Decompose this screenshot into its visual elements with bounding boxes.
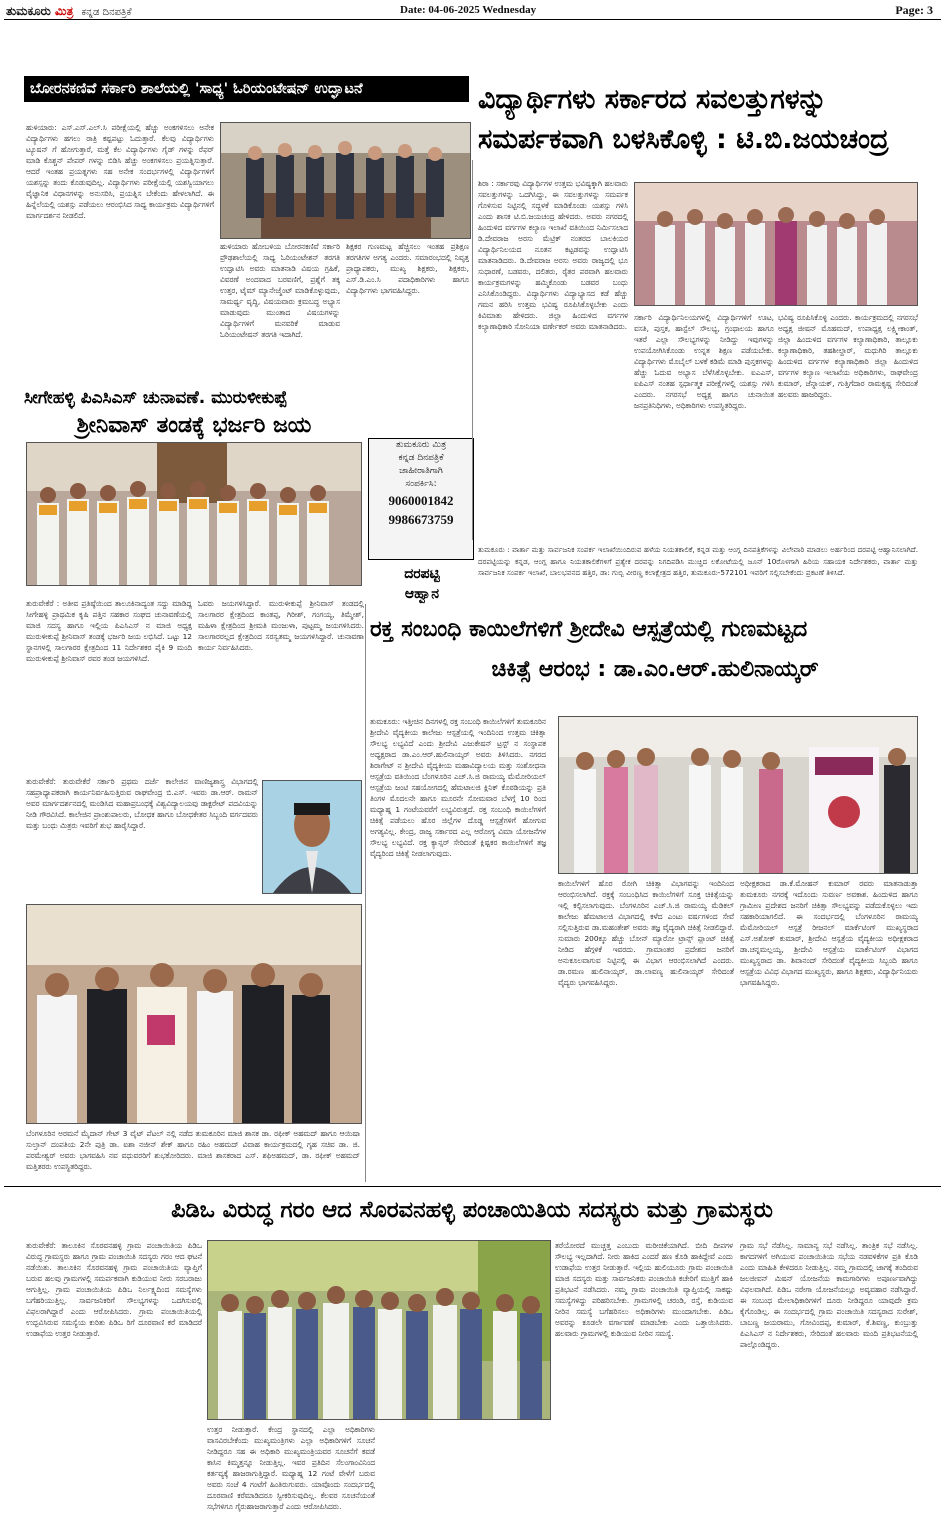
article6-photo (207, 1240, 551, 1420)
section-divider (4, 1186, 941, 1187)
article1-photo (220, 122, 471, 239)
tender-notice-body: ತುಮಕೂರು : ವಾರ್ತಾ ಮತ್ತು ಸಾರ್ವಜನಿಕ ಸಂಪರ್ಕ ಇಲಾಖೆಯಿಂದಿರುವ ಹಳೆಯ ನಿಯತಕಾಲಿಕೆ, ಕನ್ನಡ ಮತ್ತು ಆಂಗ್ಲ ದಿನಪತ್ರಿಕೆಗಳನ್ನು ವಿಲೇವಾರಿ ಮಾಡಲು ಅರ್ಹರಿಂದ ದರಪಟ್ಟಿ ಆಹ್ವಾನಿಸಲಾಗಿದೆ. ದರಪಟ್ಟಿಯನ್ನು ಕನ್ನಡ, ಆಂಗ್ಲ ಹಾಗೂ ನಿಯತಕಾಲಿಕೆಗಳಿಗೆ ಪ್ರತ್ಯೇಕ ದರವನ್ನು ನಿಗದಿಪಡಿಸಿ ಮುಚ್ಚಿದ ಲಕೋಟೆಯಲ್ಲಿ ಜೂನ್ 10ರೊಳಗಾಗಿ ಹಿರಿಯ ಸಹಾಯಕ ನಿರ್ದೇಶಕರು, ವಾರ್ತಾ ಮತ್ತು ಸಾರ್ವಜನಿಕ ಸಂಪರ್ಕ ಇಲಾಖೆ, ಬಾಲಭವನದ ಹತ್ತಿರ, ಡಾ: ಗುಬ್ಬಿ ವೀರಣ್ಣ ಕಲಾಕ್ಷೇತ್ರದ ಹತ್ತಿರ, ತುಮಕೂರು-572101 ಇವರಿಗೆ ಸಲ್ಲಿಸಬೇಕೆಂದು ಪ್ರಕಟಣೆ ತಿಳಿಸಿದೆ. (478, 545, 918, 577)
article2-headline: ವಿದ್ಯಾರ್ಥಿಗಳು ಸರ್ಕಾರದ ಸವಲತ್ತುಗಳನ್ನು ಸಮರ್ಪಕವಾಗಿ ಬಳಸಿಕೊಳ್ಳಿ : ಟಿ.ಬಿ.ಜಯಚಂದ್ರ (478, 84, 889, 155)
article5-body-col2: ಕಾಯಿಲೆಗಳಿಗೆ ಹೊರ ರೋಗಿ ಚಿಕಿತ್ಸಾ ವಿಭಾಗವನ್ನು ಇಂದಿನಿಂದ ಆರಂಭಿಸಲಾಗಿದೆ. ರಕ್ತಕ್ಕೆ ಸಂಬಂಧಿಸಿದ ಕಾಯಿಲೆಗಳಿಗೆ ಸೂಕ್ತ ಚಿಕಿತ್ಸೆಯನ್ನು ಇಲ್ಲಿ ಕಲ್ಪಿಸಲಾಗುವುದು. ಬೆಂಗಳೂರಿನ ಎಚ್.ಸಿ.ಜಿ ರಾಮಯ್ಯ ಮೆಡಿಕಲ್ ಕಾಲೇಜು ಹೆಮಟಾಲಜಿ ವಿಭಾಗದಲ್ಲಿ ಕಳೆದ ಎಂಟು ವರ್ಷಗಳಿಂದ ಸೇವೆ ಸಲ್ಲಿಸುತ್ತಿರುವ ಡಾ.ಮಹಂತೇಶ್ ಅವರು ತಜ್ಞ ವೈದ್ಯರಾಗಿ ಚಿಕಿತ್ಸೆ ನೀಡಲಿದ್ದಾರೆ. ಸುಮಾರು 200ಕ್ಕೂ ಹೆಚ್ಚು ಬೋನ್ ಮ್ಯಾರೋ ಟ್ರಾನ್ಸ್ ಪ್ಲಾಂಟ್ ಚಿಕಿತ್ಸೆ ನೀಡಿದ ಹೆಗ್ಗಳಿಕೆ ಇವರದು. ಗ್ರಾಮಾಂತರ ಪ್ರದೇಶದ ಜನರಿಗೆ ಅನುಕೂಲವಾಗುವ ನಿಟ್ಟಿನಲ್ಲಿ ಈ ವಿಭಾಗ ಆರಂಭಿಸಲಾಗಿದೆ ಎಂದರು. ಡಾ.ರಮಣ ಹುಲಿನಾಯ್ಕರ್, ಡಾ.ಲಾವಣ್ಯ ಹುಲಿನಾಯ್ಕರ್ ಸೇರಿದಂತೆ ವೈದ್ಯರು ಭಾಗವಹಿಸಿದ್ದರು. (558, 879, 734, 987)
masthead-divider (4, 19, 941, 20)
article3-body-col2: ಓವರು ಜಯಗಳಿಸಿದ್ದಾರೆ. ಮುರುಳೀಕುಪ್ಪೆ ಶ್ರೀನಿವಾಸ್ ತಂಡದಲ್ಲಿ ಸಾಲಗಾರರ ಕ್ಷೇತ್ರದಿಂದ ಕಾಂತಪ್ಪ, ಗಿರೀಶ್, ಗಂಗಯ್ಯ, ತಿಮ್ಮೇಶ್, ಮಹಿಳಾ ಕ್ಷೇತ್ರದಿಂದ ಶ್ರೀಮತಿ ಮಂಜುಳಾ, ಪುಟ್ಟಮ್ಮ ಜಯಗಳಿಸಿದರು. ಸಾಲಗಾರರಲ್ಲದ ಕ್ಷೇತ್ರದಿಂದ ಸರಸ್ವತಮ್ಮ ಜಯಗಳಿಸಿದ್ದಾರೆ. ಚುನಾವಣಾ ಕಾರ್ಯ ನಿರ್ವಹಿಸಿದರು. (198, 599, 364, 652)
article2-body: ಶಿರಾ : ಸರ್ಕಾರವು ವಿದ್ಯಾರ್ಥಿಗಳ ಉತ್ತಮ ಭವಿಷ್ಯಕ್ಕಾಗಿ ಹಲವಾರು ಸವಲತ್ತುಗಳನ್ನು ಒದಗಿಸಿದ್ದು, ಈ ಸವಲತ್ತುಗಳನ್ನು ಸಮರ್ಪಕ ಗೊಳಿಸುವ ನಿಟ್ಟಿನಲ್ಲಿ ಸದ್ಬಳಕೆ ಮಾಡಿಕೊಂಡು ಯಶಸ್ಸು ಗಳಿಸಿ ಎಂದು ಶಾಸಕ ಟಿ.ಬಿ.ಜಯಚಂದ್ರ ಹೇಳಿದರು. ಅವರು ನಗರದಲ್ಲಿ ಹಿಂದುಳಿದ ವರ್ಗಗಳ ಕಲ್ಯಾಣ ಇಲಾಖೆ ವತಿಯಿಂದ ನಿರ್ಮಿಸಲಾದ ಡಿ.ದೇವರಾಜ ಅರಸು ಮೆಟ್ರಿಕ್ ನಂತರದ ಬಾಲಕಿಯರ ವಿದ್ಯಾರ್ಥಿನಿಲಯದ ನೂತನ ಕಟ್ಟಡವನ್ನು ಉದ್ಘಾಟಿಸಿ ಮಾತನಾಡಿದರು. ಡಿ.ದೇವರಾಜ ಅರಸು ಅವರು ರಾಜ್ಯದಲ್ಲಿ ಭೂ ಸುಧಾರಣೆ, ಬಡವರು, ದಲಿತರು, ರೈತರ ಪರವಾಗಿ ಹಲವಾರು ಕಾರ್ಯಕ್ರಮಗಳನ್ನು ಹಮ್ಮಿಕೊಂಡು ಬಡವರ ಬಂಧು ಎನಿಸಿಕೊಂಡಿದ್ದರು. ವಿದ್ಯಾರ್ಥಿಗಳು ವಿದ್ಯಾಭ್ಯಾಸದ ಕಡೆ ಹೆಚ್ಚು ಗಮನ ಹರಿಸಿ ಉತ್ತಮ ಭವಿಷ್ಯ ರೂಪಿಸಿಕೊಳ್ಳಬೇಕು ಎಂದು ಕಿವಿಮಾತು ಹೇಳಿದರು. ಜಿಲ್ಲಾ ಹಿಂದುಳಿದ ವರ್ಗಗಳ ಕಲ್ಯಾಣಾಧಿಕಾರಿ ಸೋನಿಯಾ ವರ್ಣೇಕರ್ ಅವರು ಮಾತನಾಡಿದರು. (478, 179, 628, 331)
article2-photo (634, 182, 918, 306)
column-divider (365, 604, 366, 1182)
article5-body-col3: ಅಧೀಕ್ಷಕರಾದ ಡಾ.ಕೆ.ಮೋಹನ್ ಕುಮಾರ್ ರವರು ಮಾತನಾಡುತ್ತಾ ತುಮಕೂರು ನಗರಕ್ಕೆ ಇದೊಂದು ಸುವರ್ಣ ಅವಕಾಶ. ಹಿಂದುಳಿದ ಹಾಗೂ ಗ್ರಾಮೀಣ ಪ್ರದೇಶದ ಜನರಿಗೆ ಚಿಕಿತ್ಸಾ ಸೌಲಭ್ಯವನ್ನು ಪಡೆದುಕೊಳ್ಳಲು ಇದು ಸಹಕಾರಿಯಾಗಲಿದೆ. ಈ ಸಂದರ್ಭದಲ್ಲಿ ಬೆಂಗಳೂರಿನ ರಾಮಯ್ಯ ಮೆಮೋರಿಯಲ್ ಆಸ್ಪತ್ರೆ ರೀಜನಲ್ ಮಾರ್ಕೆಟಿಂಗ್ ಮುಖ್ಯಸ್ಥರಾದ ಎಸ್.ಅಶೋಕ್ ಕುಮಾರ್, ಶ್ರೀದೇವಿ ಆಸ್ಪತ್ರೆಯ ವೈದ್ಯಕೀಯ ಅಧೀಕ್ಷಕರಾದ ಡಾ.ಚನ್ನಮಲ್ಲಯ್ಯ, ಶ್ರೀದೇವಿ ಆಸ್ಪತ್ರೆಯ ಮಾರ್ಕೆಟಿಂಗ್ ವಿಭಾಗದ ಮುಖ್ಯಸ್ಥರಾದ ಡಾ. ಶಿವಾನಂದ್ ಸೇರಿದಂತೆ ವೈದ್ಯಕೀಯ ಸಿಬ್ಬಂದಿ ಹಾಗೂ ಆಸ್ಪತ್ರೆಯ ವಿವಿಧ ವಿಭಾಗದ ಮುಖ್ಯಸ್ಥರು, ಹಾಗೂ ಶಿಕ್ಷಕರು, ವಿದ್ಯಾರ್ಥಿನಿಯರು ಭಾಗವಹಿಸಿದ್ದರು. (740, 879, 918, 987)
wedding-photo (26, 904, 362, 1124)
article5-headline: ರಕ್ತ ಸಂಬಂಧಿ ಕಾಯಿಲೆಗಳಿಗೆ ಶ್ರೀದೇವಿ ಆಸ್ಪತ್ರೆಯಲ್ಲಿ ಗುಣಮಟ್ಟದ ಚಿಕಿತ್ಸೆ ಆರಂಭ : ಡಾ.ಎಂ.ಆರ್.ಹುಲಿನಾಯ್ಕರ್ (370, 617, 819, 682)
ad-phone-2: 9986673759 (388, 512, 454, 527)
article1-headline-bar (24, 76, 469, 110)
article2-body-col3: ಭವಿಷ್ಯ ರೂಪಿಸಿಕೊಳ್ಳಿ ಎಂದರು. ಕಾರ್ಯಕ್ರಮದಲ್ಲಿ ನಗರಸಭೆ ಅಧ್ಯಕ್ಷ ಜೀಷನ್ ಮೊಹಮದ್, ಉಪಾಧ್ಯಕ್ಷ ಲಕ್ಷ್ಮೀಕಾಂತ್, ಜಿಲ್ಲಾ ಹಿಂದುಳಿದ ವರ್ಗಗಳ ಕಲ್ಯಾಣಾಧಿಕಾರಿ, ತಾಲ್ಲೂಕು ಕಲ್ಯಾಣಾಧಿಕಾರಿ, ತಹಶೀಲ್ದಾರ್, ಮಧುಗಿರಿ ತಾಲ್ಲೂಕು ಹಿಂದುಳಿದ ವರ್ಗಗಳ ಕಲ್ಯಾಣಾಧಿಕಾರಿ ಜಿಲ್ಲಾ ಹಿಂದುಳಿದ ವರ್ಗಗಳ ಕಲ್ಯಾಣ ಇಲಾಖೆಯ ಅಧಿಕಾರಿಗಳು, ರಾಘವೇಂದ್ರ ಕುಮಾರ್, ಜೆನ್ನಾಯಕ್, ಗುತ್ತಿಗೆದಾರ ರಾಮಕೃಷ್ಣ ಸೇರಿದಂತೆ ಹಲವರು ಹಾಜರಿದ್ದರು. (778, 313, 918, 399)
wedding-ceremony-photo (27, 905, 361, 1123)
newspaper-subtitle: ಕನ್ನಡ ದಿನಪತ್ರಿಕೆ (81, 7, 132, 18)
ad-line1: ತುಮಕೂರು ಮಿತ್ರ (395, 440, 447, 450)
hostel-inauguration-photo (635, 183, 917, 305)
article6-body-col4: ಗ್ರಾಮ ಸಭೆ ನೆಡೆಸಿಲ್ಲ. ಸಾಮಾನ್ಯ ಸಭೆ ನಡೆಸಿಲ್ಲ. ತಾಂತ್ರಿಕ ಸಭೆ ನಡೆಸಿಲ್ಲ. ಕಾಗದಗಳಿಗೆ ಅಗಿಯುವ ಪಂಚಾಯಿತಿಯ ಸಭೆಯ ನಡವಳಿಕೆಗಳ ಪ್ರತಿ ಕೊಡಿ ಎಂದು ಮಾಹಿತಿ ಕೇಳಿದರೂ ನೀಡುತ್ತಿಲ್ಲ. ನಮ್ಮ ಗ್ರಾಮದಲ್ಲಿ ಜಾಗಕ್ಕೆ ತಂದಿರುವ ಜಲಜೀವನ್ ಮಿಷನ್ ಯೋಜನೆಯ ಕಾಮಗಾರಿಗಳು ಅಪೂರ್ಣವಾಗಿದ್ದು ವಿಫಲವಾಗಿದೆ. ಪಿಡಿಒ ನರೇಗಾ ಯೋಜನೆಯಲ್ಲೂ ಅವ್ಯವಹಾರ ನಡೆಸಿದ್ದಾರೆ. ಈ ಸಂಬಂಧ ಮೇಲಾಧಿಕಾರಿಗಳಿಗೆ ದೂರು ನೀಡಿದ್ದರೂ ಯಾವುದೇ ಕ್ರಮ ಕೈಗೊಂಡಿಲ್ಲ. ಈ ಸಂದರ್ಭದಲ್ಲಿ ಗ್ರಾಮ ಪಂಚಾಯಿತಿ ಸದಸ್ಯರಾದ ಸುರೇಶ್, ಬಾಬಣ್ಣ ಜಯರಾಮು, ಗೋವಿಂದಪ್ಪ, ಕುಮಾರ್, ಕೆ.ಶಿವಣ್ಣ, ಕುಂಬ್ರುತ್ತು ಪಿಎಸಿಎಸ್ ನ ನಿರ್ದೇಶಕರು, ಸೇರಿದಂತೆ ಹಲವಾರು ಮಂದಿ ಪ್ರತಿಭಟನೆಯಲ್ಲಿ ಪಾಲ್ಗೊಂಡಿದ್ದರು. (740, 1241, 918, 1349)
article3-photo (26, 442, 362, 586)
article1-body-col3: ಶಿಕ್ಷಕರ ಗುಣಮಟ್ಟ ಹೆಚ್ಚಿಸಲು ಇಂತಹ ಪ್ರಶಿಕ್ಷಣ ತರಗತಿಗಳ ಅಗತ್ಯ ಎಂದರು. ಸಮಾರಂಭದಲ್ಲಿ ನಿವೃತ್ತ ಪ್ರಾಧ್ಯಾಪಕರು, ಮುಖ್ಯ ಶಿಕ್ಷಕರು, ಶಿಕ್ಷಕರು, ಎಸ್.ಡಿ.ಎಂ.ಸಿ ಪದಾಧಿಕಾರಿಗಳು ಹಾಗೂ ವಿದ್ಯಾರ್ಥಿಗಳು ಭಾಗವಹಿಸಿದ್ದರು. (346, 242, 469, 295)
hospital-clinic-launch-photo (559, 717, 917, 873)
page-number: Page: 3 (895, 3, 933, 17)
article6-body-col2b (381, 1424, 549, 1518)
ad-line4: ಸಂಪರ್ಕಿಸಿ: (405, 479, 437, 489)
ceremony-photo (221, 123, 470, 238)
article1-headline: ಬೋರನಕಣಿವೆ ಸರ್ಕಾರಿ ಶಾಲೆಯಲ್ಲಿ 'ಸಾಧ್ಯ' ಓರಿಯಂಟೇಷನ್ ಉದ್ಘಾಟನೆ (24, 76, 469, 102)
ad-phone-1: 9060001842 (388, 493, 454, 508)
article1-body: ಹುಳಿಯಾರು: ಎಸ್.ಎಸ್.ಎಲ್.ಸಿ ಪರೀಕ್ಷೆಯಲ್ಲಿ ಹೆಚ್ಚು ಅಂಕಗಳಿಸಲು ಅನೇಕ ವಿದ್ಯಾರ್ಥಿಗಳು ಹಗಲು ರಾತ್ರಿ ಕಷ್ಟಪಟ್ಟು ಓದುತ್ತಾರೆ. ಕೆಲವು ವಿದ್ಯಾರ್ಥಿಗಳು ಟ್ಯೂಷನ್ ಗೆ ಹೋಗುತ್ತಾರೆ, ಮತ್ತೆ ಕೆಲ ವಿದ್ಯಾರ್ಥಿಗಳು ಗೈಡ್ ಗಳನ್ನು ರೆಫರ್ ಮಾಡಿ ಕೊಶ್ಚನ್ ಪೇಪರ್ ಗಳನ್ನು ಬಿಡಿಸಿ ಹೆಚ್ಚು ಅಂಕಗಳಿಸಲು ಪ್ರಯತ್ನಿಸುತ್ತಾರೆ. ಆದರೆ ಇಂತಹ ಪ್ರಯತ್ನಗಳು ಸಹ ಅನೇಕ ಸಂದರ್ಭಗಳಲ್ಲಿ ವಿದ್ಯಾರ್ಥಿಗಳಿಗೆ ಯಶಸ್ಸನ್ನು ತಂದು ಕೊಡುವುದಿಲ್ಲ. ವಿದ್ಯಾರ್ಥಿಗಳು ಪರೀಕ್ಷೆಯಲ್ಲಿ ಯಶಸ್ವಿಯಾಗಲು ವೈಜ್ಞಾನಿಕ ವಿಧಾನಗಳನ್ನು ಅನುಸರಿಸಿ, ಪ್ರಯತ್ನಿಸ ಬೇಕೆಂದು ಹೇಳಲಾಗಿದೆ. ಈ ಹಿನ್ನೆಲೆಯಲ್ಲಿ ಯಶಸ್ಸು ಪಡೆಯಲು ಆರಂಭಿಸಿದ ಸಾಧ್ಯ ಕಾರ್ಯಕ್ರಮ ವಿದ್ಯಾರ್ಥಿಗಳಿಗೆ ಮಾರ್ಗದರ್ಶನ ನೀಡಲಿದೆ. (26, 123, 214, 220)
advertisement-contact-box (368, 438, 474, 560)
ad-line2: ಕನ್ನಡ ದಿನಪತ್ರಿಕೆ (398, 453, 444, 463)
column-divider (472, 160, 473, 540)
tender-kicker: ದರಪಟ್ಟಿ ಆಹ್ವಾನ (404, 566, 440, 602)
newspaper-logo: ತುಮಕೂರು ಮಿತ್ರ ಕನ್ನಡ ದಿನಪತ್ರಿಕೆ (6, 4, 132, 18)
wedding-caption: ಬೆಂಗಳೂರಿನ ಅರಮನೆ ಮೈದಾನ್ ಗೇಟ್ 3 ವೈಟ್ ಪೆಟಲ್ ನಲ್ಲಿ ನಡೆದ ತುಮಕೂರಿನ ಮಾಜಿ ಶಾಸಕ ಡಾ. ರಫೀಕ್ ಅಹಮದ್ ಹಾಗೂ ಆಯಿಷಾ ಸುಲ್ತಾನ್ ದಂಪತಿಯ 2ನೇ ಪುತ್ರಿ ಡಾ. ಐಶಾ ನಜೀನ್ ಶೇಕ್ ಹಾಗೂ ರಹಿಂ ಅಹಮದ್ ವಿವಾಹ ಕಾರ್ಯಕ್ರಮದಲ್ಲಿ ಗೃಹ ಸಚಿವ ಡಾ. ಜಿ. ಪರಮೇಶ್ವರ್ ಅವರು ಭಾಗವಹಿಸಿ ನವ ವಧುವರರಿಗೆ ಶುಭಕೋರಿದರು. ಮಾಜಿ ಶಾಸಕರಾದ ಎಸ್. ಶಫಿಅಹಮದ್, ಡಾ. ರಫೀಕ್ ಅಹಮದ್ ಮತ್ತಿತರರು ಉಪಸ್ಥಿತರಿದ್ದರು. (26, 1129, 360, 1171)
election-winners-photo (27, 443, 361, 585)
portrait-photo (263, 781, 361, 893)
doctorate-article-body: ತುರುವೇಕೆರೆ: ತುರುವೇಕೆರೆ ಸರ್ಕಾರಿ ಪ್ರಥಮ ದರ್ಜೆ ಕಾಲೇಜಿನ ವಾಣಿಜ್ಯಶಾಸ್ತ್ರ ವಿಭಾಗದಲ್ಲಿ ಸಹಪ್ರಾಧ್ಯಾಪಕರಾಗಿ ಕಾರ್ಯನಿರ್ವಹಿಸುತ್ತಿರುವ ರಾಘವೇಂದ್ರ ಬಿ.ಎಸ್. ಇವರು ಡಾ.ಆರ್. ರಾಮನ್ ಅವರ ಮಾರ್ಗದರ್ಶನದಲ್ಲಿ ಮಂಡಿಸಿದ ಮಹಾಪ್ರಬಂಧಕ್ಕೆ ವಿಶ್ವವಿದ್ಯಾಲಯವು ಡಾಕ್ಟರೇಟ್ ಪದವಿಯನ್ನು ನೀಡಿ ಗೌರವಿಸಿದೆ. ಕಾಲೇಜಿನ ಪ್ರಾಂಶುಪಾಲರು, ಬೋಧಕ ಹಾಗೂ ಬೋಧಕೇತರ ಸಿಬ್ಬಂದಿ ವರ್ಗದವರು ಮತ್ತು ಬಂಧು ಮಿತ್ರರು ಇವರಿಗೆ ಶುಭ ಹಾರೈಸಿದ್ದಾರೆ. (26, 777, 258, 830)
article6-body-col2: ಉತ್ತರ ನೀಡುತ್ತಾರೆ. ಕೇಂದ್ರ ಸ್ಥಾನದಲ್ಲಿ ಎಲ್ಲಾ ಅಧಿಕಾರಿಗಳು ವಾಸವಿರಬೇಕೆಂದು ಮುಖ್ಯಮಂತ್ರಿಗಳು ಎಲ್ಲಾ ಅಧಿಕಾರಿಗಳಿಗೆ ಸೂಚನೆ ನೀಡಿದ್ದರೂ ಸಹ ಈ ಅಧಿಕಾರಿ ಮುಖ್ಯಮಂತ್ರಿಯವರ ಸೂಚನೆಗೆ ಕವಡೆ ಕಾಸಿನ ಕಿಮ್ಮತ್ತನ್ನೂ ನೀಡುತ್ತಿಲ್ಲ. ಇವರ ಪ್ರತಿದಿನ ಸೆಲಂಗಾಂವಿನಿಂದ ಕರ್ತವ್ಯಕ್ಕೆ ಹಾಜರಾಗುತ್ತಿದ್ದಾರೆ. ಮಧ್ಯಾಹ್ನ 12 ಗಂಟೆ ವೇಳೆಗೆ ಬರುವ ಅವರು ಸಂಜೆ 4 ಗಂಟೆಗೆ ಹಿಂತಿರುಗುವರು. ಯಾವೊಂದು ಸಂದರ್ಭದಲ್ಲಿ ದೂರವಾಣಿ ಕರೆಮಾಡಿದರೂ ಸ್ವೀಕರಿಸುವುದಿಲ್ಲ. ಕೆಲವರ ಸೂಚನೆಯಂತೆ ಸಭೆಗಳಿಗೂ ಗೈರುಹಾಜರಾಗುತ್ತಾರೆ ಎಂದು ಆರೋಪಿಸಿದರು. (207, 1425, 375, 1511)
article5-photo (558, 716, 918, 874)
article3-body: ತುರುವೇಕೆರೆ : ಅತೀವ ಪ್ರತಿಷ್ಠೆಯಿಂದ ತಾಲೂಕಿನಾದ್ಯಂತ ಸದ್ದು ಮಾಡಿದ್ದ ಸೀಗೇಹಳ್ಳಿ ಪ್ರಾಥಮಿಕ ಕೃಷಿ ಪತ್ತಿನ ಸಹಕಾರ ಸಂಘದ ಚುನಾವಣೆಯಲ್ಲಿ ಮಾಜಿ ಸದಸ್ಯ ಹಾಗೂ ಇಲ್ಲಿಯ ಪಿಎಸಿಎಸ್ ನ ಮಾಜಿ ಅಧ್ಯಕ್ಷ ಮುರುಳೀಕುಪ್ಪೆ ಶ್ರೀನಿವಾಸ್ ತಂಡಕ್ಕೆ ಭರ್ಜರಿ ಜಯ ಲಭಿಸಿದೆ. ಒಟ್ಟು 12 ಸ್ಥಾನಗಳಲ್ಲಿ ಸಾಲಗಾರರ ಕ್ಷೇತ್ರದಿಂದ 11 ನಿರ್ದೇಶಕರ ಪೈಕಿ 9 ಮಂದಿ ಮುರುಳೀಕುಪ್ಪೆ ಶ್ರೀನಿವಾಸ್ ರವರ ತಂಡ ಜಯಗಳಿಸಿದೆ. (26, 599, 192, 663)
article3-headline: ಸೀಗೇಹಳ್ಳಿ ಪಿಎಸಿಎಸ್ ಚುನಾವಣೆ. ಮುರುಳೀಕುಪ್ಪೆ ಶ್ರೀನಿವಾಸ್ ತಂಡಕ್ಕೆ ಭರ್ಜರಿ ಜಯ (24, 388, 312, 438)
profile-photo (262, 780, 362, 894)
article5-body: ತುಮಕೂರು: ಇತ್ತೀಚಿನ ದಿನಗಳಲ್ಲಿ ರಕ್ತ ಸಂಬಂಧಿ ಕಾಯಿಲೆಗಳಿಗೆ ತುಮಕೂರಿನ ಶ್ರೀದೇವಿ ವೈದ್ಯಕೀಯ ಕಾಲೇಜು ಆಸ್ಪತ್ರೆಯಲ್ಲಿ ಇಂದಿನಿಂದ ಉತ್ತಮ ಚಿಕಿತ್ಸಾ ಸೌಲಭ್ಯ ಲಭ್ಯವಿದೆ ಎಂದು ಶ್ರೀದೇವಿ ಎಜುಕೇಷನ್ ಟ್ರಸ್ಟ್ ನ ಸಂಸ್ಥಾಪಕ ಅಧ್ಯಕ್ಷರಾದ ಡಾ.ಎಂ.ಆರ್.ಹುಲಿನಾಯ್ಕರ್ ಅವರು ತಿಳಿಸಿದರು. ನಗರದ ಶಿರಾಗೇಟ್ ನ ಶ್ರೀದೇವಿ ವೈದ್ಯಕೀಯ ಮಹಾವಿದ್ಯಾಲಯ ಮತ್ತು ಸಂಶೋಧನಾ ಆಸ್ಪತ್ರೆಯ ವತಿಯಿಂದ ಬೆಂಗಳೂರಿನ ಎಚ್.ಸಿ.ಜಿ ರಾಮಯ್ಯ ಮೆಮೋರಿಯಲ್ ಆಸ್ಪತ್ರೆಯ ಜಂಟಿ ಸಹಯೋಗದಲ್ಲಿ ಹೆಮಟಾಲಜಿ ಕ್ಲಿನಿಕ್ ಕೊಠಡಿಯನ್ನು ಪ್ರತಿ ತಿಂಗಳ ಮೊದಲನೇ ಹಾಗೂ ಮೂರನೇ ಸೋಮವಾರ ಬೆಳಗ್ಗೆ 10 ರಿಂದ ಮಧ್ಯಾಹ್ನ 1 ಗಂಟೆಯವರೆಗೆ ಲಭ್ಯವಿರುತ್ತದೆ. ರಕ್ತ ಸಂಬಂಧಿ ಕಾಯಿಲೆಗಳಿಗೆ ಚಿಕಿತ್ಸೆ ಪಡೆಯಲು ಹೊರ ಜಿಲ್ಲೆಗಳ ದೊಡ್ಡ ಆಸ್ಪತ್ರೆಗಳಿಗೆ ಹೋಗುವ ಅಗತ್ಯವಿಲ್ಲ. ಕೇಂದ್ರ, ರಾಜ್ಯ ಸರ್ಕಾರದ ಎಲ್ಲ ಆರೋಗ್ಯ ವಿಮಾ ಯೋಜನೆಗಳ ಸೌಲಭ್ಯ ಲಭ್ಯವಿದೆ. ರಕ್ತ ಕ್ಯಾನ್ಸರ್ ಸೇರಿದಂತೆ ಕ್ಲಿಷ್ಟಕರ ಕಾಯಿಲೆಗಳಿಗೆ ತಜ್ಞ ವೈದ್ಯರಿಂದ ಚಿಕಿತ್ಸೆ ನೀಡಲಾಗುವುದು. (370, 717, 546, 858)
article1-body-col2: ಹುಳಿಯಾರು ಹೋಬಳಿಯ ಬೋರನಕಣಿವೆ ಸರ್ಕಾರಿ ಪ್ರೌಢಶಾಲೆಯಲ್ಲಿ ಸಾಧ್ಯ ಓರಿಯಂಟೇಶನ್ ತರಗತಿ ಉದ್ಘಾಟಿಸಿ ಅವರು ಮಾತನಾಡಿ ವಿಷಯ ಗ್ರಹಿಕೆ, ವಿವರಣೆ ಅಂದವಾದ ಬರವಣಿಗೆ, ಪ್ರಶ್ನೆಗೆ ತಕ್ಕ ಉತ್ತರ, ಟೈಮ್ ಮ್ಯಾನೇಜ್ಮೆಂಟ್ ಮಾಡಿಕೊಳ್ಳುವುದು, ಸಾಮರ್ಥ್ಯ ವೃದ್ಧಿ, ವಿಷಯವಾರು ಕ್ರಮಬದ್ಧ ಅಭ್ಯಾಸ ಮಾಡುವುದು ಮುಂತಾದ ವಿಷಯಗಳನ್ನು ವಿದ್ಯಾರ್ಥಿಗಳಿಗೆ ಮನವರಿಕೆ ಮಾಡುವ ಓರಿಯಂಟೇಷನ್ ತರಗತಿ ಇದಾಗಿದೆ. (220, 242, 340, 339)
masthead (0, 0, 945, 70)
article2-body-col2: ಸರ್ಕಾರಿ ವಿದ್ಯಾರ್ಥಿನಿಲಯಗಳಲ್ಲಿ ವಿದ್ಯಾರ್ಥಿಗಳಿಗೆ ಊಟ, ವಸತಿ, ಪುಸ್ತಕ, ಹಾಸ್ಟೆಲ್ ಸೌಲಭ್ಯ, ಗ್ರಂಥಾಲಯ ಹಾಗೂ ಇತರೆ ಎಲ್ಲಾ ಸೌಲಭ್ಯಗಳನ್ನು ನೀಡಿದ್ದು ಇವುಗಳನ್ನು ಉಪಯೋಗಿಸಿಕೊಂಡು ಉನ್ನತ ಶಿಕ್ಷಣ ಪಡೆಯಬೇಕು. ವಿದ್ಯಾರ್ಥಿಗಳು ಮೊಬೈಲ್ ಬಳಕೆ ಕಡಿಮೆ ಮಾಡಿ ಪುಸ್ತಕಗಳನ್ನು ಹೆಚ್ಚು ಓದುವ ಅಭ್ಯಾಸ ಬೆಳೆಸಿಕೊಳ್ಳಬೇಕು. ಐಎಎಸ್, ಐಪಿಎಸ್ ನಂತಹ ಸ್ಪರ್ಧಾತ್ಮಕ ಪರೀಕ್ಷೆಗಳಲ್ಲಿ ಯಶಸ್ಸು ಗಳಿಸಿ ಎಂದರು. ನಗರಸಭೆ ಅಧ್ಯಕ್ಷ ಹಾಗೂ ಚುನಾಯಿತ ಜನಪ್ರತಿನಿಧಿಗಳು, ಅಧಿಕಾರಿಗಳು ಉಪಸ್ಥಿತರಿದ್ದರು. (634, 313, 774, 410)
article6-body: ತುರುವೇಕೆರೆ: ತಾಲೂಕಿನ ಸೊರವನಹಳ್ಳಿ ಗ್ರಾಮ ಪಂಚಾಯಿತಿಯ ಪಿಡಿಒ ವಿರುದ್ಧ ಗ್ರಾಮಸ್ಥರು ಹಾಗೂ ಗ್ರಾಮ ಪಂಚಾಯಿತಿ ಸದಸ್ಯರು ಗರಂ ಆದ ಘಟನೆ ನಡೆಯಿತು. ತಾಲೂಕಿನ ಸೊರವನಹಳ್ಳಿ ಗ್ರಾಮ ಪಂಚಾಯಿತಿಯ ವ್ಯಾಪ್ತಿಗೆ ಬರುವ ಹಲವು ಗ್ರಾಮಗಳಲ್ಲಿ ಸಮರ್ಪಕವಾಗಿ ಕುಡಿಯುವ ನೀರು ಸರಬರಾಜು ಆಗುತ್ತಿಲ್ಲ. ಗ್ರಾಮ ಪಂಚಾಯಿತಿಯ ಪಿಡಿಒ ನಿರ್ಲಕ್ಷ್ಯದಿಂದ ಸಮಸ್ಯೆಗಳು ಬಗೆಹರಿಯುತ್ತಿಲ್ಲ. ಸಾರ್ವಜನಿಕರಿಗೆ ಸೌಲಭ್ಯಗಳನ್ನು ಒದಗಿಸುವಲ್ಲಿ ವಿಫಲರಾಗಿದ್ದಾರೆ ಎಂದು ಆರೋಪಿಸಿದರು. ಗ್ರಾಮ ಪಂಚಾಯಿತಿಯಲ್ಲಿ ಉದ್ಭವಿಸಿರುವ ಸಮಸ್ಯೆಯ ಕುರಿತು ಪಿಡಿಒ ರಿಗೆ ದೂರವಾಣಿ ಕರೆ ಮಾಡಿದರೆ ಉಡಾಫೆಯ ಉತ್ತರ ನೀಡುತ್ತಾರೆ. (26, 1241, 202, 1338)
article6-headline: ಪಿಡಿಒ ವಿರುದ್ಧ ಗರಂ ಆದ ಸೊರವನಹಳ್ಳಿ ಪಂಚಾಯಿತಿಯ ಸದಸ್ಯರು ಮತ್ತು ಗ್ರಾಮಸ್ಥರು (171, 1197, 773, 1223)
article6-body-col3: ತರೆಯೋರದೆ ಮುಚ್ಚತ್ತ ಎಂಬುದು ಮರೀಚಿಕೆಯಾಗಿದೆ. ಬೀದಿ ದೀಪಗಳ ಸೌಲಭ್ಯ ಇಲ್ಲದಾಗಿದೆ. ನೀರು ಹಾಕಿದ ಎಂದರೆ ಹಣ ಕೊಡಿ ಹಾಕಿದ್ದೇವೆ ಎಂದು ಉಡಾಫೆಯ ಉತ್ತರ ನೀಡುತ್ತಾರೆ. ಇಲ್ಲಿಯ ಹುಲಿಯೂರು ಗ್ರಾಮ ಪಂಚಾಯಿತಿ ಮಾಜಿ ಸದಸ್ಯರು ಮತ್ತು ಸಾರ್ವಜನಿಕರು ಪಂಚಾಯಿತಿ ಕಚೇರಿಗೆ ಮುತ್ತಿಗೆ ಹಾಕಿ ಪ್ರತಿಭಟನೆ ನಡೆಸಿದರು. ನಮ್ಮ ಗ್ರಾಮ ಪಂಚಾಯಿತಿ ವ್ಯಾಪ್ತಿಯಲ್ಲಿ ಸಾಕಷ್ಟು ಸಮಸ್ಯೆಗಳಿದ್ದು ಪರಿಹರಿಸಬೇಕು. ಗ್ರಾಮಗಳಲ್ಲಿ ಚರಂಡಿ, ರಸ್ತೆ, ಕುಡಿಯುವ ನೀರಿನ ಸಮಸ್ಯೆ ಬಗೆಹರಿಸಲು ಅಧಿಕಾರಿಗಳು ಮುಂದಾಗಬೇಕು. ಪಿಡಿಒ ಅವರನ್ನು ಕೂಡಲೇ ವರ್ಗಾವಣೆ ಮಾಡಬೇಕು ಎಂದು ಒತ್ತಾಯಿಸಿದರು. ಹಲವಾರು ಗ್ರಾಮಗಳಲ್ಲಿ ಕುಡಿಯುವ ನೀರಿನ ಸಮಸ್ಯೆ. (555, 1241, 733, 1338)
ad-line3: ಜಾಹೀರಾತಿಗಾಗಿ (399, 466, 443, 476)
issue-date: Date: 04-06-2025 Wednesday (400, 4, 537, 16)
villagers-protest-photo (208, 1241, 550, 1419)
